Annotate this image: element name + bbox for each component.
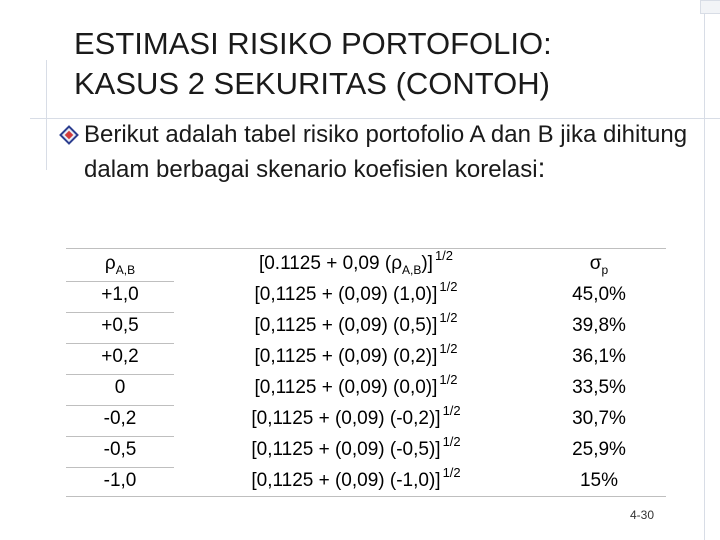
header-formula-subscript: A,B <box>402 263 422 277</box>
header-formula-prefix: [0.1125 + 0,09 ( <box>258 253 392 274</box>
sigma-value: 25,9% <box>572 438 626 460</box>
row-divider <box>66 436 174 437</box>
header-formula <box>174 248 532 277</box>
header-formula-exponent: 1/2 <box>434 248 454 263</box>
formula-exponent: 1/2 <box>442 464 461 480</box>
table-header-row <box>66 249 666 279</box>
corner-decoration <box>700 0 720 14</box>
bullet-text-body: Berikut adalah tabel risiko portofolio A dan B jika dihitung dalam berbagai skenario koefisien korelasi <box>84 121 688 183</box>
formula-value <box>174 371 532 399</box>
formula-exponent: 1/2 <box>442 433 461 449</box>
bullet-point <box>62 118 702 186</box>
formula-text: [0,1125 + (0,09) (-0,5)] <box>251 438 441 460</box>
formula-text: [0,1125 + (0,09) (-0,2)] <box>251 407 441 429</box>
row-divider <box>66 405 174 406</box>
row-divider <box>66 343 174 344</box>
formula-value <box>174 402 532 430</box>
header-formula-suffix: )] <box>421 253 433 274</box>
table-row <box>66 341 666 372</box>
header-rho <box>66 253 174 275</box>
rho-value: 0 <box>114 376 126 398</box>
row-divider <box>66 374 174 375</box>
header-rho-symbol: ρ <box>104 253 116 274</box>
formula-text: [0,1125 + (0,09) (0,2)] <box>254 345 438 367</box>
rho-value: +0,5 <box>101 314 139 336</box>
formula-exponent: 1/2 <box>439 309 458 325</box>
slide-title <box>74 24 694 104</box>
formula-value <box>174 278 532 306</box>
header-sigma-symbol: σ <box>589 253 602 274</box>
risk-table <box>66 248 666 497</box>
diamond-bullet-icon <box>59 125 79 145</box>
table-row <box>66 434 666 465</box>
table-row <box>66 372 666 403</box>
table-row <box>66 310 666 341</box>
bullet-text-colon: : <box>537 152 546 183</box>
formula-exponent: 1/2 <box>439 371 458 387</box>
rho-value: -0,2 <box>103 407 137 429</box>
table-row <box>66 279 666 310</box>
formula-value <box>174 340 532 368</box>
rho-value: +0,2 <box>101 345 139 367</box>
formula-text: [0,1125 + (0,09) (0,0)] <box>254 376 438 398</box>
header-sigma <box>532 253 666 275</box>
slide-title-line-1: ESTIMASI RISIKO PORTOFOLIO: <box>74 26 552 61</box>
rho-value: -0,5 <box>103 438 137 460</box>
formula-exponent: 1/2 <box>442 402 461 418</box>
sigma-value: 36,1% <box>572 345 626 367</box>
row-divider <box>66 312 174 313</box>
sigma-value: 30,7% <box>572 407 626 429</box>
row-divider <box>66 467 174 468</box>
header-rho-subscript: A,B <box>115 263 136 277</box>
formula-exponent: 1/2 <box>439 278 458 294</box>
rho-value: +1,0 <box>101 283 139 305</box>
sigma-value: 39,8% <box>572 314 626 336</box>
slide-title-line-2: KASUS 2 SEKURITAS (CONTOH) <box>74 66 550 101</box>
page-number: 4-30 <box>630 508 655 522</box>
left-guide-line <box>46 60 47 170</box>
header-sigma-subscript: p <box>601 263 609 277</box>
sigma-value: 15% <box>579 469 619 491</box>
formula-value <box>174 433 532 461</box>
row-divider <box>66 281 174 282</box>
formula-value <box>174 309 532 337</box>
right-guide-line <box>704 0 705 540</box>
sigma-value: 45,0% <box>572 283 626 305</box>
formula-text: [0,1125 + (0,09) (-1,0)] <box>251 469 441 491</box>
formula-exponent: 1/2 <box>439 340 458 356</box>
sigma-value: 33,5% <box>572 376 626 398</box>
formula-text: [0,1125 + (0,09) (1,0)] <box>254 283 438 305</box>
table-row <box>66 465 666 496</box>
bullet-text <box>84 118 702 186</box>
rho-value: -1,0 <box>103 469 137 491</box>
formula-value <box>174 464 532 492</box>
header-formula-rho: ρ <box>391 253 402 274</box>
formula-text: [0,1125 + (0,09) (0,5)] <box>254 314 438 336</box>
table-row <box>66 403 666 434</box>
